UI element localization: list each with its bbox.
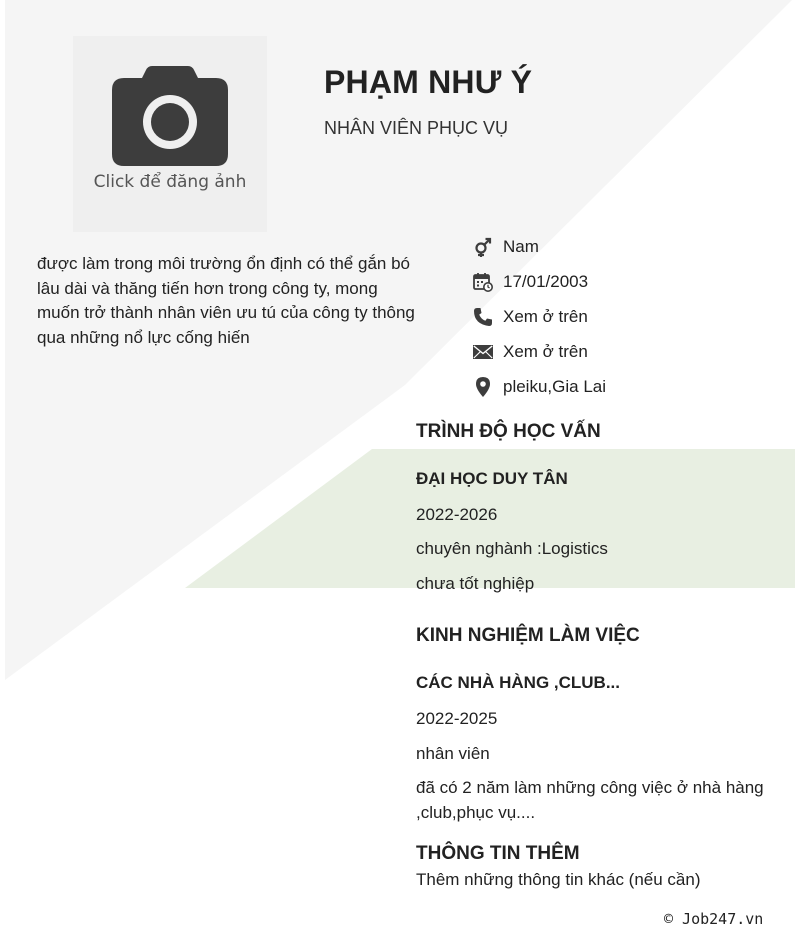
gender-icon (472, 236, 494, 258)
email-text: Xem ở trên (503, 341, 588, 361)
candidate-position: NHÂN VIÊN PHỤC VỤ (324, 118, 509, 138)
experience-role: nhân viên (416, 744, 490, 763)
education-status: chưa tốt nghiệp (416, 574, 535, 593)
birthday-text: 17/01/2003 (503, 272, 589, 292)
info-row-birthday (472, 265, 772, 300)
experience-title: KINH NGHIỆM LÀM VIỆC (416, 625, 640, 646)
experience-description: đã có 2 năm làm những công việc ở nhà hàng ,club,phục vụ.... (416, 778, 764, 822)
education-major: chuyên nghành :Logistics (416, 539, 608, 558)
phone-text: Xem ở trên (503, 306, 588, 326)
info-row-address (472, 369, 772, 404)
phone-icon (472, 306, 494, 328)
additional-info-title: THÔNG TIN THÊM (416, 843, 580, 864)
education-title: TRÌNH ĐỘ HỌC VẤN (416, 421, 601, 442)
contact-info (472, 230, 772, 404)
education-period: 2022-2026 (416, 505, 498, 524)
info-row-phone (472, 300, 772, 335)
experience-period: 2022-2025 (416, 709, 498, 728)
info-row-gender (472, 230, 772, 265)
candidate-name: PHẠM NHƯ Ý (324, 64, 533, 100)
footer-copyright: © Job247.vn (664, 910, 764, 928)
info-row-email (472, 334, 772, 369)
additional-info-text: Thêm những thông tin khác (nếu cần) (416, 870, 701, 889)
gender-text: Nam (503, 237, 539, 257)
school-name: ĐẠI HỌC DUY TÂN (416, 469, 568, 488)
career-objective: được làm trong môi trường ổn định có thể gắn bó lâu dài và thăng tiến hơn trong công ty, mong muốn trở thành nhân viên ưu tú của công ty thông qua những nổ lực cống hiến (37, 254, 415, 347)
calendar-icon (472, 271, 494, 293)
email-icon (472, 341, 494, 363)
address-text: pleiku,Gia Lai (503, 376, 607, 396)
photo-upload[interactable] (73, 36, 267, 232)
company-name: CÁC NHÀ HÀNG ,CLUB... (416, 673, 620, 692)
location-icon (472, 376, 494, 398)
camera-icon (112, 64, 228, 166)
photo-upload-label: Click để đăng ảnh (93, 172, 247, 192)
